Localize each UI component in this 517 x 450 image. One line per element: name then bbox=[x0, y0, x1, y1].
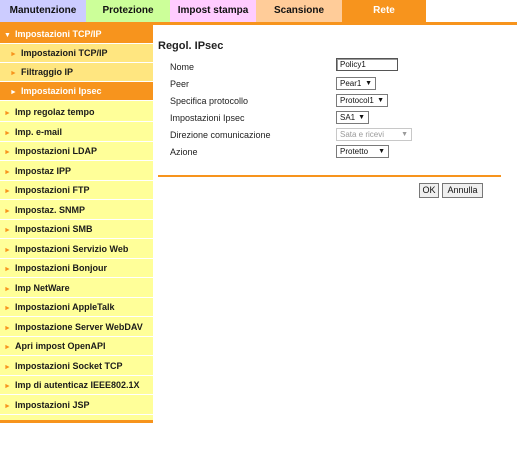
ipsec-select[interactable] bbox=[336, 111, 369, 124]
sidebar-item-imp-netware[interactable] bbox=[0, 279, 153, 298]
sidebar-item-label: Impostazioni Ipsec bbox=[21, 86, 102, 96]
sidebar-item-label: Imp. e-mail bbox=[15, 126, 63, 137]
azione-label: Azione bbox=[170, 147, 198, 157]
section-divider bbox=[158, 175, 501, 177]
arrow-right-icon: ► bbox=[4, 324, 11, 332]
protocollo-select[interactable] bbox=[336, 94, 388, 107]
sidebar-item-label: Impostaz. SNMP bbox=[15, 204, 86, 215]
arrow-right-icon: ► bbox=[4, 285, 11, 293]
azione-select[interactable] bbox=[336, 145, 389, 158]
arrow-right-icon: ► bbox=[4, 227, 11, 234]
arrow-right-icon: ► bbox=[10, 70, 17, 77]
direzione-select[interactable] bbox=[336, 128, 412, 141]
sidebar-item-label: Impostazioni Socket TCP bbox=[15, 360, 123, 371]
annulla-button[interactable]: Annulla bbox=[442, 183, 483, 198]
chevron-down-icon: ▼ bbox=[358, 114, 365, 121]
sidebar-bottom-border bbox=[0, 420, 153, 423]
nome-input[interactable]: Policy1 bbox=[336, 58, 398, 71]
sidebar-item-label: Imp di autenticaz IEEE802.1X bbox=[15, 380, 140, 390]
sidebar-item-impostazioni-appletalk[interactable] bbox=[0, 298, 153, 317]
sidebar-item-impostazioni-ftp[interactable] bbox=[0, 181, 153, 200]
sidebar-item-impostazioni-socket-tcp[interactable] bbox=[0, 357, 153, 376]
sidebar-item-impostazioni-tcpip-group[interactable] bbox=[0, 25, 153, 44]
sidebar-item-impostazioni-ipsec[interactable] bbox=[0, 82, 153, 101]
tab-manutenzione[interactable]: Manutenzione bbox=[0, 0, 86, 22]
main-panel bbox=[158, 25, 517, 425]
sidebar-item-imp-regolaz-tempo[interactable] bbox=[0, 103, 153, 122]
tab-impost-stampa[interactable]: Impost stampa bbox=[170, 0, 256, 22]
arrow-right-icon: ► bbox=[4, 383, 11, 390]
arrow-right-icon: ► bbox=[4, 207, 11, 215]
sidebar-item-label: Apri impost OpenAPI bbox=[15, 341, 106, 351]
arrow-right-icon: ► bbox=[4, 266, 11, 273]
sidebar-item-impostazioni-jsp[interactable] bbox=[0, 396, 153, 415]
protocollo-value: Protocol1 bbox=[340, 96, 374, 105]
sidebar-item-label: Impostazioni Servizio Web bbox=[15, 243, 129, 254]
ipsec-value: SA1 bbox=[340, 113, 356, 122]
arrow-right-icon: ► bbox=[4, 168, 11, 176]
sidebar-item-label: Impostazioni FTP bbox=[15, 185, 90, 195]
peer-select[interactable] bbox=[336, 77, 376, 90]
sidebar-item-impostazioni-tcpip[interactable] bbox=[0, 44, 153, 63]
arrow-right-icon: ► bbox=[4, 188, 11, 195]
chevron-down-icon: ▼ bbox=[377, 97, 384, 104]
sidebar-item-filtraggio-ip[interactable] bbox=[0, 63, 153, 82]
sidebar-item-impostaz-ipp[interactable] bbox=[0, 162, 153, 181]
sidebar-item-label: Impostazioni TCP/IP bbox=[21, 48, 108, 58]
sidebar-item-label: Filtraggio IP bbox=[21, 67, 74, 77]
chevron-down-icon: ▼ bbox=[378, 148, 385, 155]
sidebar-item-label: Imp regolaz tempo bbox=[15, 107, 95, 117]
arrow-right-icon: ► bbox=[4, 305, 11, 312]
chevron-down-icon: ▼ bbox=[365, 80, 372, 87]
arrow-right-icon: ► bbox=[4, 363, 11, 371]
sidebar-item-impostaz-snmp[interactable] bbox=[0, 201, 153, 220]
tab-rete[interactable]: Rete bbox=[342, 0, 426, 22]
page-title: Regol. IPsec bbox=[158, 40, 224, 52]
ipsec-label: Impostazioni Ipsec bbox=[170, 113, 245, 123]
sidebar-item-label: Impostaz IPP bbox=[15, 165, 72, 176]
direzione-value: Sata e ricevi bbox=[340, 130, 385, 139]
sidebar-item-label: Impostazioni SMB bbox=[15, 224, 93, 234]
azione-value: Protetto bbox=[340, 147, 369, 156]
arrow-right-icon: ► bbox=[4, 129, 11, 137]
protocollo-label: Specifica protocollo bbox=[170, 96, 249, 106]
sidebar-item-impostazioni-ldap[interactable] bbox=[0, 142, 153, 161]
sidebar-item-imp-email[interactable] bbox=[0, 123, 153, 142]
peer-label: Peer bbox=[170, 79, 190, 89]
chevron-down-icon: ▼ bbox=[401, 131, 408, 138]
top-tab-bar bbox=[0, 0, 517, 22]
arrow-right-icon: ► bbox=[4, 149, 11, 156]
sidebar-item-impostazioni-bonjour[interactable] bbox=[0, 259, 153, 278]
tab-protezione[interactable]: Protezione bbox=[86, 0, 170, 22]
sidebar-item-label: Impostazioni AppleTalk bbox=[15, 302, 115, 312]
sidebar bbox=[0, 25, 153, 422]
direzione-label: Direzione comunicazione bbox=[170, 130, 271, 140]
sidebar-item-impostazioni-servizio-web[interactable] bbox=[0, 240, 153, 259]
sidebar-item-impostazione-server-webdav[interactable] bbox=[0, 318, 153, 337]
peer-value: Pear1 bbox=[340, 79, 362, 88]
arrow-right-icon: ► bbox=[4, 402, 11, 410]
sidebar-item-impostazioni-smb[interactable] bbox=[0, 220, 153, 239]
sidebar-item-label: Impostazione Server WebDAV bbox=[15, 321, 143, 332]
sidebar-item-label: Impostazioni TCP/IP bbox=[15, 29, 102, 39]
arrow-right-icon: ► bbox=[4, 344, 11, 351]
sidebar-item-label: Impostazioni Bonjour bbox=[15, 263, 107, 273]
ok-button[interactable]: OK bbox=[419, 183, 439, 198]
tab-scansione[interactable]: Scansione bbox=[256, 0, 342, 22]
sidebar-item-imp-autenticaz-ieee8021x[interactable] bbox=[0, 376, 153, 395]
arrow-right-icon: ► bbox=[4, 246, 11, 254]
chevron-down-icon: ▼ bbox=[4, 32, 11, 39]
sidebar-item-label: Impostazioni JSP bbox=[15, 399, 90, 410]
nome-label: Nome bbox=[170, 62, 195, 72]
arrow-right-icon: ► bbox=[4, 110, 11, 117]
arrow-right-icon: ► bbox=[10, 89, 17, 96]
arrow-right-icon: ► bbox=[10, 51, 17, 58]
sidebar-item-label: Imp NetWare bbox=[15, 282, 70, 293]
sidebar-item-apri-impost-openapi[interactable] bbox=[0, 337, 153, 356]
sidebar-item-label: Impostazioni LDAP bbox=[15, 146, 98, 156]
